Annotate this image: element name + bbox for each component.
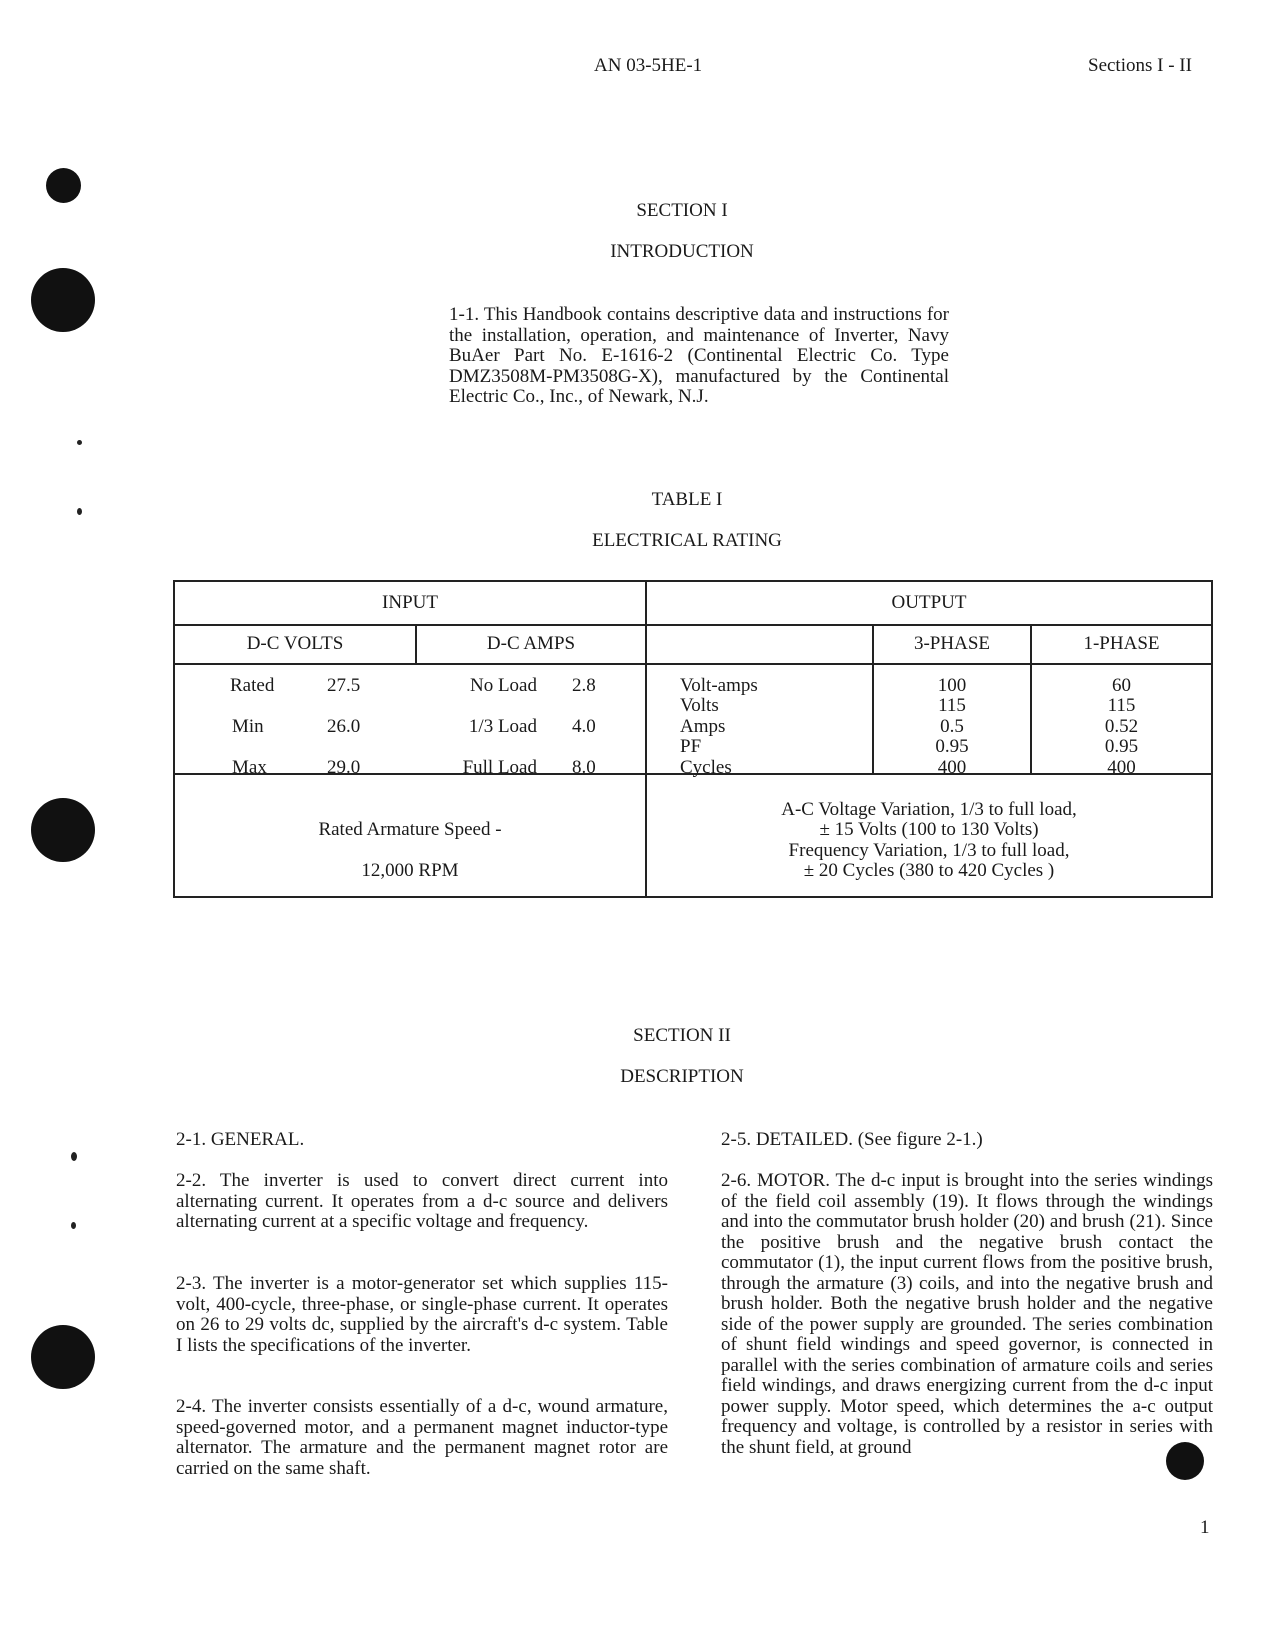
one-phase-header: 1-PHASE: [1083, 633, 1160, 654]
output-one-phase-value: 115: [1107, 695, 1136, 716]
volts-value-max: 29.0: [327, 757, 361, 778]
output-label: Amps: [680, 716, 726, 737]
output-one-phase-value: 0.95: [1104, 736, 1139, 757]
output-label: PF: [680, 736, 702, 757]
output-label: Volts: [680, 695, 719, 716]
three-phase-header: 3-PHASE: [913, 633, 990, 654]
table-title: TABLE I: [651, 489, 723, 510]
volts-label-rated: Rated: [230, 675, 275, 696]
output-label: Cycles: [680, 757, 732, 778]
output-three-phase-value: 400: [937, 757, 967, 778]
section-2-subtitle: DESCRIPTION: [620, 1066, 744, 1087]
output-three-phase-value: 0.95: [935, 736, 969, 757]
electrical-rating-table: [173, 580, 1213, 898]
rated-armature-speed-label: Rated Armature Speed -: [318, 819, 502, 840]
amps-value-third-load: 4.0: [572, 716, 596, 737]
heading-2-1: 2-1. GENERAL.: [176, 1129, 305, 1150]
paragraph-2-6: 2-6. MOTOR. The d-c input is brought into the series windings of the field coil assembly (19). It flows through the windings and into the commutator brush holder (20) and brush (21). Since the positive brush and the negative brush contact the commutator (1), the input current flows from the positive brush, through the armature (3) coils, and into the negative brush and brush holder. Both the negative brush holder and the negative side of the power supply are grounded. The series combination of shunt field windings and speed governor, is connected in parallel with the series combination of armature coils and series field windings, and draws energizing current from the d-c input power supply. Motor speed, which determines the a-c output frequency and voltage, is controlled by a resistor in series with the shunt field, at ground: [721, 1170, 1213, 1458]
section-range: Sections I - II: [1088, 55, 1192, 76]
heading-2-5: 2-5. DETAILED. (See figure 2-1.): [721, 1129, 983, 1150]
binder-hole: [31, 798, 95, 862]
paragraph-1-1: 1-1. This Handbook contains descriptive data and instructions for the installation, operation, and maintenance of Inverter, Navy BuAer Part No. E-1616-2 (Continental Electric Co. Type DMZ3508M-PM3508G-X), manufactured by the Continental Electric Co., Inc., of Newark, N.J.: [449, 304, 949, 407]
dc-volts-header: D-C VOLTS: [246, 633, 344, 654]
page-number: 1: [1200, 1517, 1210, 1538]
document-number: AN 03-5HE-1: [594, 55, 703, 76]
output-three-phase-value: 0.5: [940, 716, 964, 737]
amps-value-no-load: 2.8: [572, 675, 596, 696]
volts-value-rated: 27.5: [327, 675, 361, 696]
section-1-subtitle: INTRODUCTION: [610, 241, 754, 262]
output-one-phase-value: 60: [1112, 675, 1131, 696]
output-three-phase-value: 100: [937, 675, 967, 696]
binder-hole: [31, 268, 95, 332]
output-three-phase-value: 115: [938, 695, 966, 716]
binder-hole: [31, 1325, 95, 1389]
variation-line: A-C Voltage Variation, 1/3 to full load,: [781, 799, 1077, 820]
amps-label-full-load: Full Load: [462, 757, 537, 778]
section-1-title: SECTION I: [636, 200, 728, 221]
table-subtitle: ELECTRICAL RATING: [592, 530, 782, 551]
output-one-phase-value: 0.52: [1104, 716, 1139, 737]
paragraph-2-2: 2-2. The inverter is used to convert direct current into alternating current. It operates from a d-c source and delivers alternating current at a specific voltage and frequency.: [176, 1170, 668, 1232]
volts-label-max: Max: [232, 757, 267, 778]
amps-label-no-load: No Load: [469, 675, 537, 696]
section-2-title: SECTION II: [633, 1025, 731, 1046]
volts-label-min: Min: [232, 716, 264, 737]
input-header: INPUT: [382, 592, 438, 613]
amps-label-third-load: 1/3 Load: [468, 716, 537, 737]
speck: [77, 508, 82, 515]
rated-armature-speed-value: 12,000 RPM: [361, 860, 459, 881]
speck: [71, 1152, 77, 1161]
speck: [71, 1222, 76, 1229]
paragraph-2-3: 2-3. The inverter is a motor-generator set which supplies 115-volt, 400-cycle, three-phase, or single-phase current. It operates on 26 to 29 volts dc, supplied by the aircraft's d-c system. Table I lists the specifications of the inverter.: [176, 1273, 668, 1356]
output-one-phase-value: 400: [1107, 757, 1136, 778]
variation-line: ± 15 Volts (100 to 130 Volts): [819, 819, 1039, 840]
speck: [77, 440, 82, 445]
dc-amps-header: D-C AMPS: [486, 633, 576, 654]
amps-value-full-load: 8.0: [572, 757, 596, 778]
binder-hole: [46, 168, 81, 203]
output-header: OUTPUT: [891, 592, 967, 613]
output-label: Volt-amps: [680, 675, 758, 696]
variation-line: ± 20 Cycles (380 to 420 Cycles ): [803, 860, 1055, 881]
paragraph-2-4: 2-4. The inverter consists essentially of a d-c, wound armature, speed-governed motor, and a permanent magnet inductor-type alternator. The armature and the permanent magnet rotor are carried on the same shaft.: [176, 1396, 668, 1479]
volts-value-min: 26.0: [327, 716, 361, 737]
variation-line: Frequency Variation, 1/3 to full load,: [788, 840, 1070, 861]
